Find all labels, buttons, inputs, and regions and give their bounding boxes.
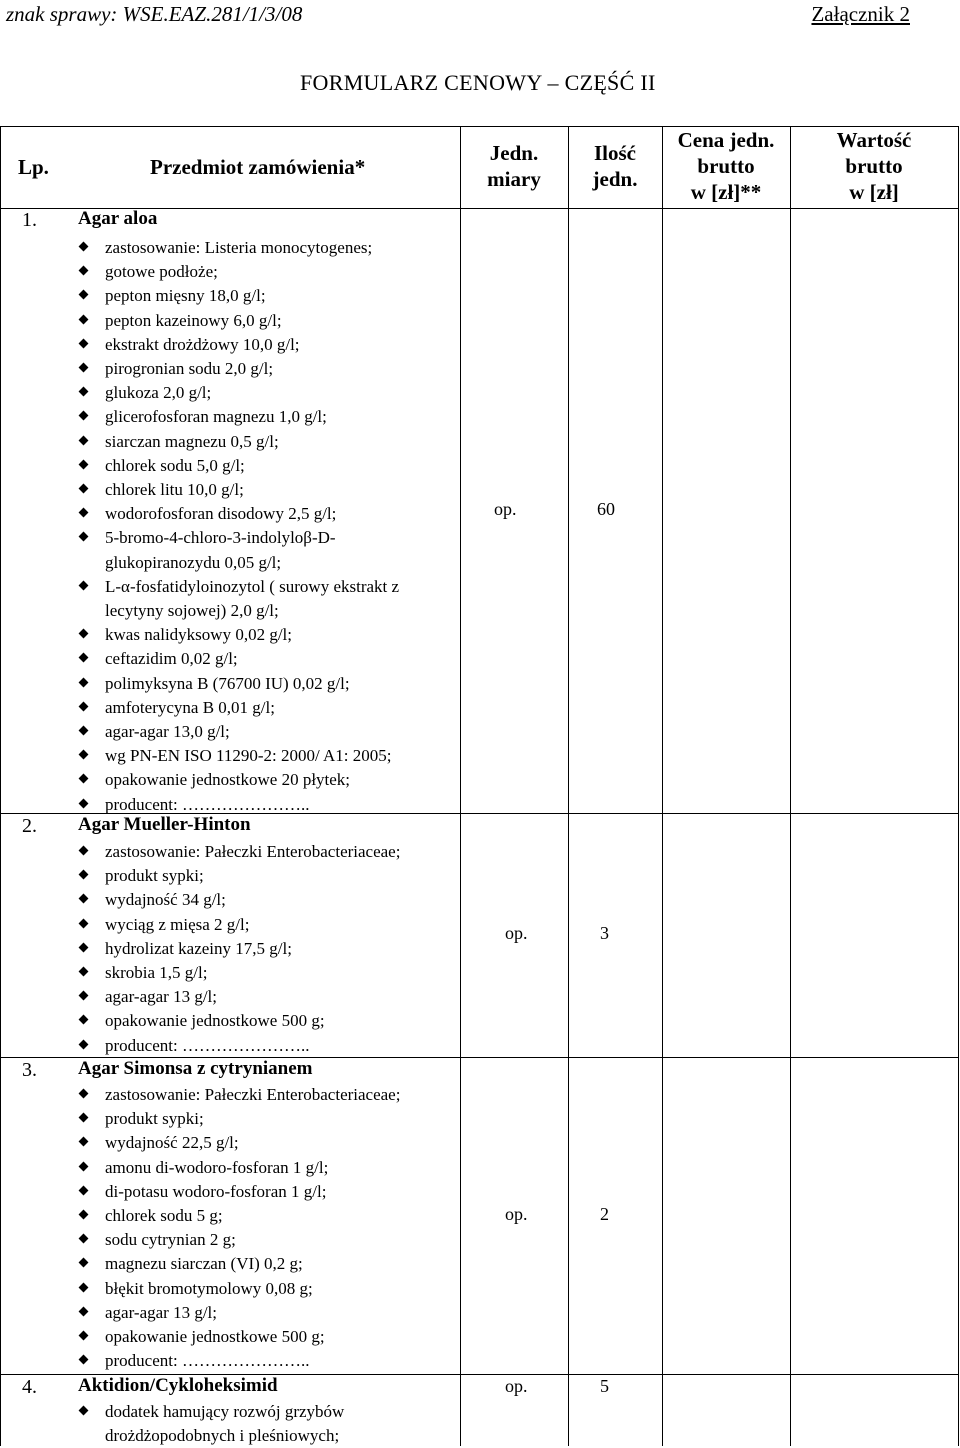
diamond-bullet-icon xyxy=(79,459,89,469)
spec-item xyxy=(78,913,400,937)
spec-item xyxy=(78,1325,400,1349)
spec-text: hydrolizat kazeiny 17,5 g/l; xyxy=(105,938,292,958)
spec-text: lecytyny sojowej) 2,0 g/l; xyxy=(105,601,279,621)
column-header-lp: Lp. xyxy=(18,155,49,179)
diamond-bullet-icon xyxy=(79,1355,89,1365)
spec-text: opakowanie jednostkowe 500 g; xyxy=(105,1327,325,1347)
spec-text: błękit bromotymolowy 0,08 g; xyxy=(105,1278,313,1298)
diamond-bullet-icon xyxy=(79,894,89,904)
column-header-unit-price-line: brutto xyxy=(697,154,755,178)
spec-text: amonu di-wodoro-fosforan 1 g/l; xyxy=(105,1157,329,1177)
column-header-unit-price-line: Cena jedn. xyxy=(677,128,775,152)
spec-item xyxy=(78,333,399,357)
diamond-bullet-icon xyxy=(79,508,89,518)
diamond-bullet-icon xyxy=(79,1015,89,1025)
spec-item xyxy=(78,1301,400,1325)
spec-item xyxy=(78,575,399,623)
diamond-bullet-icon xyxy=(79,918,89,928)
diamond-bullet-icon xyxy=(79,1406,89,1416)
diamond-bullet-icon xyxy=(79,1161,89,1171)
diamond-bullet-icon xyxy=(79,242,89,252)
spec-item xyxy=(78,357,399,381)
diamond-bullet-icon xyxy=(79,1210,89,1220)
diamond-bullet-icon xyxy=(79,290,89,300)
column-divider xyxy=(568,126,569,1446)
unit-of-measure: op. xyxy=(505,923,528,943)
spec-text: glukopiranozydu 0,05 g/l; xyxy=(105,552,282,572)
quantity: 2 xyxy=(600,1204,609,1224)
diamond-bullet-icon xyxy=(79,314,89,324)
spec-text: amfoterycyna B 0,01 g/l; xyxy=(105,697,275,717)
spec-item xyxy=(78,381,399,405)
spec-text: glukoza 2,0 g/l; xyxy=(105,383,212,403)
spec-text: ceftazidim 0,02 g/l; xyxy=(105,649,238,669)
spec-list xyxy=(78,840,400,1058)
unit-of-measure: op. xyxy=(505,1376,528,1396)
diamond-bullet-icon xyxy=(79,1089,89,1099)
spec-item xyxy=(78,647,399,671)
form-title: FORMULARZ CENOWY – CZĘŚĆ II xyxy=(300,70,656,95)
spec-text: chlorek sodu 5,0 g/l; xyxy=(105,455,245,475)
diamond-bullet-icon xyxy=(79,1331,89,1341)
diamond-bullet-icon xyxy=(79,701,89,711)
spec-text: L-α-fosfatidyloinozytol ( surowy ekstrakt z xyxy=(105,576,400,596)
spec-item xyxy=(78,937,400,961)
column-header-unit-price xyxy=(662,127,790,205)
column-header-quantity-line: jedn. xyxy=(592,167,638,191)
spec-item xyxy=(78,1252,400,1276)
column-header-gross-value-line: w [zł] xyxy=(849,180,899,204)
spec-item xyxy=(78,1180,400,1204)
attachment-label: Załącznik 2 xyxy=(811,2,910,26)
table-border-left xyxy=(0,126,1,1446)
spec-text: magnezu siarczan (VI) 0,2 g; xyxy=(105,1254,303,1274)
diamond-bullet-icon xyxy=(79,338,89,348)
spec-item xyxy=(78,1228,400,1252)
spec-item xyxy=(78,1083,400,1107)
spec-text: opakowanie jednostkowe 20 płytek; xyxy=(105,770,351,790)
spec-text: polimyksyna B (76700 IU) 0,02 g/l; xyxy=(105,673,350,693)
diamond-bullet-icon xyxy=(79,435,89,445)
spec-item xyxy=(78,284,399,308)
spec-text: wyciąg z mięsa 2 g/l; xyxy=(105,914,250,934)
diamond-bullet-icon xyxy=(79,266,89,276)
unit-of-measure: op. xyxy=(505,1204,528,1224)
diamond-bullet-icon xyxy=(79,967,89,977)
row-number: 2. xyxy=(22,815,37,837)
diamond-bullet-icon xyxy=(79,1039,89,1049)
spec-text: drożdżopodobnych i pleśniowych; xyxy=(105,1426,340,1446)
column-divider xyxy=(790,126,791,1446)
spec-item xyxy=(78,526,399,574)
spec-text: wodorofosforan disodowy 2,5 g/l; xyxy=(105,504,337,524)
quantity: 60 xyxy=(597,499,615,519)
spec-item xyxy=(78,744,399,768)
diamond-bullet-icon xyxy=(79,726,89,736)
spec-item xyxy=(78,696,399,720)
spec-item xyxy=(78,985,400,1009)
spec-text: kwas nalidyksowy 0,02 g/l; xyxy=(105,625,292,645)
row-number: 3. xyxy=(22,1059,37,1081)
diamond-bullet-icon xyxy=(79,846,89,856)
diamond-bullet-icon xyxy=(79,870,89,880)
table-border-right xyxy=(958,126,959,1446)
diamond-bullet-icon xyxy=(79,484,89,494)
column-divider xyxy=(460,126,461,1446)
spec-text: agar-agar 13 g/l; xyxy=(105,987,217,1007)
case-reference: znak sprawy: WSE.EAZ.281/1/3/08 xyxy=(6,2,303,26)
spec-text: pirogronian sodu 2,0 g/l; xyxy=(105,359,274,379)
spec-text: 5-bromo-4-chloro-3-indolyloβ-D- xyxy=(105,528,336,548)
diamond-bullet-icon xyxy=(79,942,89,952)
diamond-bullet-icon xyxy=(79,411,89,421)
spec-item xyxy=(78,1277,400,1301)
diamond-bullet-icon xyxy=(79,653,89,663)
spec-list xyxy=(78,1083,400,1373)
spec-item xyxy=(78,864,400,888)
spec-text: dodatek hamujący rozwój grzybów xyxy=(105,1402,345,1421)
column-header-subject: Przedmiot zamówienia* xyxy=(150,155,366,179)
spec-item xyxy=(78,309,399,333)
column-header-unit-line: Jedn. xyxy=(489,141,539,165)
spec-text: glicerofosforan magnezu 1,0 g/l; xyxy=(105,407,327,427)
spec-text: sodu cytrynian 2 g; xyxy=(105,1230,236,1250)
spec-text: gotowe podłoże; xyxy=(105,262,218,282)
spec-item xyxy=(78,720,399,744)
spec-text: wydajność 22,5 g/l; xyxy=(105,1133,239,1153)
spec-item xyxy=(78,260,399,284)
spec-item xyxy=(78,623,399,647)
spec-text: chlorek sodu 5 g; xyxy=(105,1206,223,1226)
diamond-bullet-icon xyxy=(79,1306,89,1316)
spec-text: produkt sypki; xyxy=(105,1109,204,1129)
spec-item xyxy=(78,454,399,478)
spec-text: ekstrakt drożdżowy 10,0 g/l; xyxy=(105,334,300,354)
spec-item xyxy=(78,1009,400,1033)
column-header-unit-line: miary xyxy=(487,167,541,191)
spec-item xyxy=(78,768,399,792)
diamond-bullet-icon xyxy=(79,1185,89,1195)
spec-text: agar-agar 13,0 g/l; xyxy=(105,722,230,742)
spec-item xyxy=(78,672,399,696)
spec-text: pepton kazeinowy 6,0 g/l; xyxy=(105,310,282,330)
diamond-bullet-icon xyxy=(79,1258,89,1268)
spec-text: producent: ………………….. xyxy=(105,1035,310,1055)
diamond-bullet-icon xyxy=(79,1113,89,1123)
diamond-bullet-icon xyxy=(79,774,89,784)
spec-item xyxy=(78,888,400,912)
spec-text: producent: ………………….. xyxy=(105,1351,310,1371)
diamond-bullet-icon xyxy=(79,798,89,808)
diamond-bullet-icon xyxy=(79,750,89,760)
spec-text: wydajność 34 g/l; xyxy=(105,890,226,910)
diamond-bullet-icon xyxy=(79,1137,89,1147)
diamond-bullet-icon xyxy=(79,363,89,373)
item-name: Aktidion/Cykloheksimid xyxy=(78,1375,278,1396)
spec-item xyxy=(78,236,399,260)
diamond-bullet-icon xyxy=(79,1282,89,1292)
spec-text: pepton mięsny 18,0 g/l; xyxy=(105,286,266,306)
spec-text: di-potasu wodoro-fosforan 1 g/l; xyxy=(105,1181,327,1201)
spec-list xyxy=(78,236,399,817)
column-header-unit xyxy=(460,140,568,192)
diamond-bullet-icon xyxy=(79,532,89,542)
item-name: Agar aloa xyxy=(78,208,158,229)
spec-item xyxy=(78,840,400,864)
column-divider xyxy=(662,126,663,1446)
spec-text: zastosowanie: Pałeczki Enterobacteriaceae; xyxy=(105,842,401,861)
diamond-bullet-icon xyxy=(79,387,89,397)
spec-text: zastosowanie: Listeria monocytogenes; xyxy=(105,238,373,257)
spec-item xyxy=(78,1034,400,1058)
spec-text: produkt sypki; xyxy=(105,866,204,886)
spec-text: producent: ………………….. xyxy=(105,794,310,814)
spec-item xyxy=(78,1204,400,1228)
spec-item xyxy=(78,430,399,454)
diamond-bullet-icon xyxy=(79,677,89,687)
spec-item xyxy=(78,502,399,526)
price-table xyxy=(0,126,960,1446)
spec-item xyxy=(78,1107,400,1131)
diamond-bullet-icon xyxy=(79,580,89,590)
spec-item xyxy=(78,1349,400,1373)
column-header-quantity xyxy=(568,140,662,192)
spec-text: agar-agar 13 g/l; xyxy=(105,1302,217,1322)
quantity: 5 xyxy=(600,1376,609,1396)
column-header-quantity-line: Ilość xyxy=(594,141,636,165)
spec-item xyxy=(78,1131,400,1155)
item-name: Agar Mueller-Hinton xyxy=(78,814,251,835)
unit-of-measure: op. xyxy=(494,499,517,519)
spec-text: skrobia 1,5 g/l; xyxy=(105,963,208,983)
diamond-bullet-icon xyxy=(79,991,89,1001)
column-header-gross-value-line: Wartość xyxy=(836,128,912,152)
column-header-unit-price-line: w [zł]** xyxy=(690,180,762,204)
spec-item xyxy=(78,478,399,502)
spec-item xyxy=(78,1400,344,1448)
column-header-gross-value xyxy=(790,127,958,205)
spec-list xyxy=(78,1400,344,1448)
spec-text: chlorek litu 10,0 g/l; xyxy=(105,480,244,500)
column-header-gross-value-line: brutto xyxy=(845,154,903,178)
row-number: 1. xyxy=(22,209,37,231)
spec-item xyxy=(78,1156,400,1180)
diamond-bullet-icon xyxy=(79,1234,89,1244)
spec-text: wg PN-EN ISO 11290-2: 2000/ A1: 2005; xyxy=(105,746,392,766)
diamond-bullet-icon xyxy=(79,629,89,639)
spec-text: opakowanie jednostkowe 500 g; xyxy=(105,1011,325,1031)
spec-text: zastosowanie: Pałeczki Enterobacteriaceae; xyxy=(105,1085,401,1104)
spec-text: siarczan magnezu 0,5 g/l; xyxy=(105,431,279,451)
spec-item xyxy=(78,405,399,429)
spec-item xyxy=(78,961,400,985)
row-number: 4. xyxy=(22,1376,37,1398)
item-name: Agar Simonsa z cytrynianem xyxy=(78,1058,313,1079)
quantity: 3 xyxy=(600,923,609,943)
